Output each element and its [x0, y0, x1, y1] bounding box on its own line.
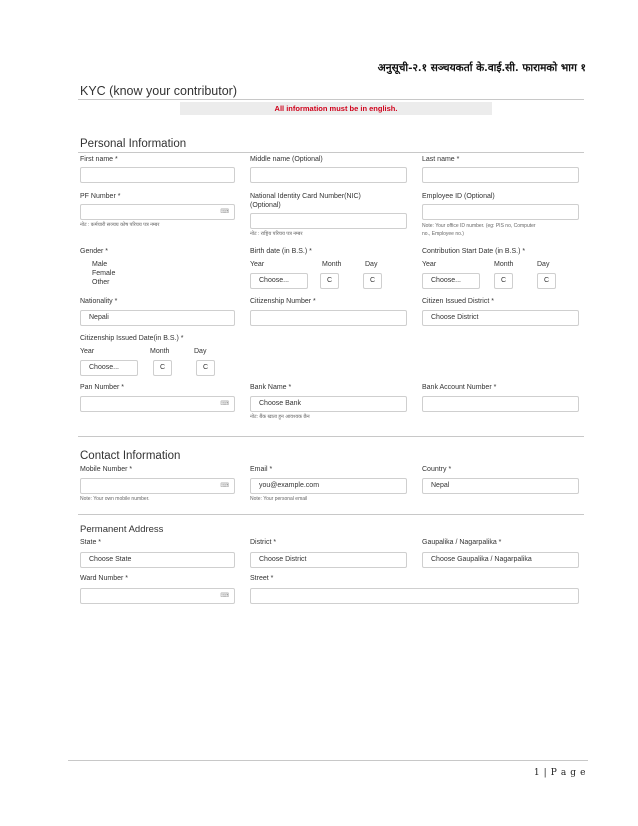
- gaupalika-select[interactable]: Choose Gaupalika / Nagarpalika: [422, 552, 579, 568]
- gaupalika-label: Gaupalika / Nagarpalika *: [422, 539, 502, 546]
- permanent-address-heading: Permanent Address: [80, 524, 164, 535]
- country-label: Country *: [422, 466, 452, 473]
- nic-optional-label: (Optional): [250, 202, 281, 209]
- contribution-year-select[interactable]: Choose...: [422, 273, 480, 289]
- birth-day-label: Day: [365, 261, 378, 268]
- personal-info-divider: [78, 152, 584, 153]
- kyc-title: KYC (know your contributor): [80, 84, 238, 98]
- citizenship-issued-label: Citizenship Issued Date(in B.S.) *: [80, 335, 184, 342]
- nic-label: National Identity Card Number(NIC): [250, 193, 361, 200]
- pf-number-note: नोट : कर्मचारी सञ्चय कोष परिचय पत्र नम्बर: [80, 222, 160, 228]
- ward-number-label: Ward Number *: [80, 575, 128, 582]
- nationality-input[interactable]: Nepali: [80, 310, 235, 326]
- contribution-start-label: Contribution Start Date (in B.S.) *: [422, 248, 526, 255]
- last-name-label: Last name *: [422, 156, 460, 163]
- contribution-year-label: Year: [422, 261, 437, 268]
- contribution-month-label: Month: [494, 261, 514, 268]
- pan-number-label: Pan Number *: [80, 384, 124, 391]
- kyc-divider: [78, 99, 584, 100]
- email-note: Note: Your personal email: [250, 496, 308, 502]
- street-input[interactable]: [250, 588, 579, 604]
- keyboard-icon: ⌨: [220, 593, 229, 599]
- issued-year-label: Year: [80, 348, 95, 355]
- nic-note: नोट : राष्ट्रिय परिचय पत्र नम्बर: [250, 231, 303, 237]
- employee-id-label: Employee ID (Optional): [422, 193, 495, 200]
- employee-id-note-2: no., Employee no.): [422, 231, 464, 237]
- birth-month-select[interactable]: C: [320, 273, 339, 289]
- district-select[interactable]: Choose District: [250, 552, 407, 568]
- issued-month-select[interactable]: C: [153, 360, 172, 376]
- issued-day-select[interactable]: C: [196, 360, 215, 376]
- bank-name-label: Bank Name *: [250, 384, 292, 391]
- birth-month-label: Month: [322, 261, 342, 268]
- issued-day-label: Day: [194, 348, 207, 355]
- citizen-district-label: Citizen Issued District *: [422, 298, 494, 305]
- citizenship-number-label: Citizenship Number *: [250, 298, 316, 305]
- keyboard-icon: ⌨: [220, 401, 229, 407]
- contact-top-divider: [78, 436, 584, 437]
- ward-number-input[interactable]: [80, 588, 235, 604]
- page-number: 1 | P a g e: [533, 768, 586, 778]
- keyboard-icon: ⌨: [220, 483, 229, 489]
- gender-option-other[interactable]: Other: [92, 279, 110, 286]
- employee-id-note-1: Note: Your office ID number. (eg: PIS no, Computer: [422, 223, 536, 229]
- last-name-input[interactable]: [422, 167, 579, 183]
- street-label: Street *: [250, 575, 274, 582]
- pf-number-label: PF Number *: [80, 193, 121, 200]
- contribution-day-select[interactable]: C: [537, 273, 556, 289]
- issued-year-select[interactable]: Choose...: [80, 360, 138, 376]
- nic-input[interactable]: [250, 213, 407, 229]
- country-select[interactable]: Nepal: [422, 478, 579, 494]
- bank-name-select[interactable]: Choose Bank: [250, 396, 407, 412]
- english-warning-banner: All information must be in english.: [180, 102, 492, 115]
- state-select[interactable]: Choose State: [80, 552, 235, 568]
- pan-number-input[interactable]: [80, 396, 235, 412]
- keyboard-icon: ⌨: [220, 209, 229, 215]
- footer-divider: [68, 760, 588, 761]
- employee-id-input[interactable]: [422, 204, 579, 220]
- birth-day-select[interactable]: C: [363, 273, 382, 289]
- bank-note: नोट: बैंक खाता हुन आवश्यक छैन: [250, 414, 310, 420]
- mobile-number-label: Mobile Number *: [80, 466, 133, 473]
- email-label: Email *: [250, 466, 273, 473]
- pf-number-input[interactable]: [80, 204, 235, 220]
- middle-name-input[interactable]: [250, 167, 407, 183]
- citizenship-number-input[interactable]: [250, 310, 407, 326]
- email-input[interactable]: you@example.com: [250, 478, 407, 494]
- birth-year-select[interactable]: Choose...: [250, 273, 308, 289]
- address-top-divider: [78, 514, 584, 515]
- birth-date-label: Birth date (in B.S.) *: [250, 248, 312, 255]
- birth-year-label: Year: [250, 261, 265, 268]
- gender-option-female[interactable]: Female: [92, 270, 116, 277]
- first-name-label: First name *: [80, 156, 118, 163]
- contribution-month-select[interactable]: C: [494, 273, 513, 289]
- gender-label: Gender *: [80, 248, 109, 255]
- issued-month-label: Month: [150, 348, 170, 355]
- citizen-district-select[interactable]: Choose District: [422, 310, 579, 326]
- nationality-label: Nationality *: [80, 298, 118, 305]
- mobile-number-input[interactable]: [80, 478, 235, 494]
- personal-info-heading: Personal Information: [80, 138, 187, 150]
- state-label: State *: [80, 539, 102, 546]
- contribution-day-label: Day: [537, 261, 550, 268]
- gender-option-male[interactable]: Male: [92, 261, 108, 268]
- mobile-note: Note: Your own mobile number.: [80, 496, 150, 502]
- bank-account-label: Bank Account Number *: [422, 384, 497, 391]
- contact-info-heading: Contact Information: [80, 450, 181, 462]
- bank-account-input[interactable]: [422, 396, 579, 412]
- first-name-input[interactable]: [80, 167, 235, 183]
- annex-title: अनुसूची-२.१ सञ्चयकर्ता के.वाई.सी. फारामको भाग १: [377, 62, 586, 74]
- middle-name-label: Middle name (Optional): [250, 156, 323, 163]
- district-label: District *: [250, 539, 277, 546]
